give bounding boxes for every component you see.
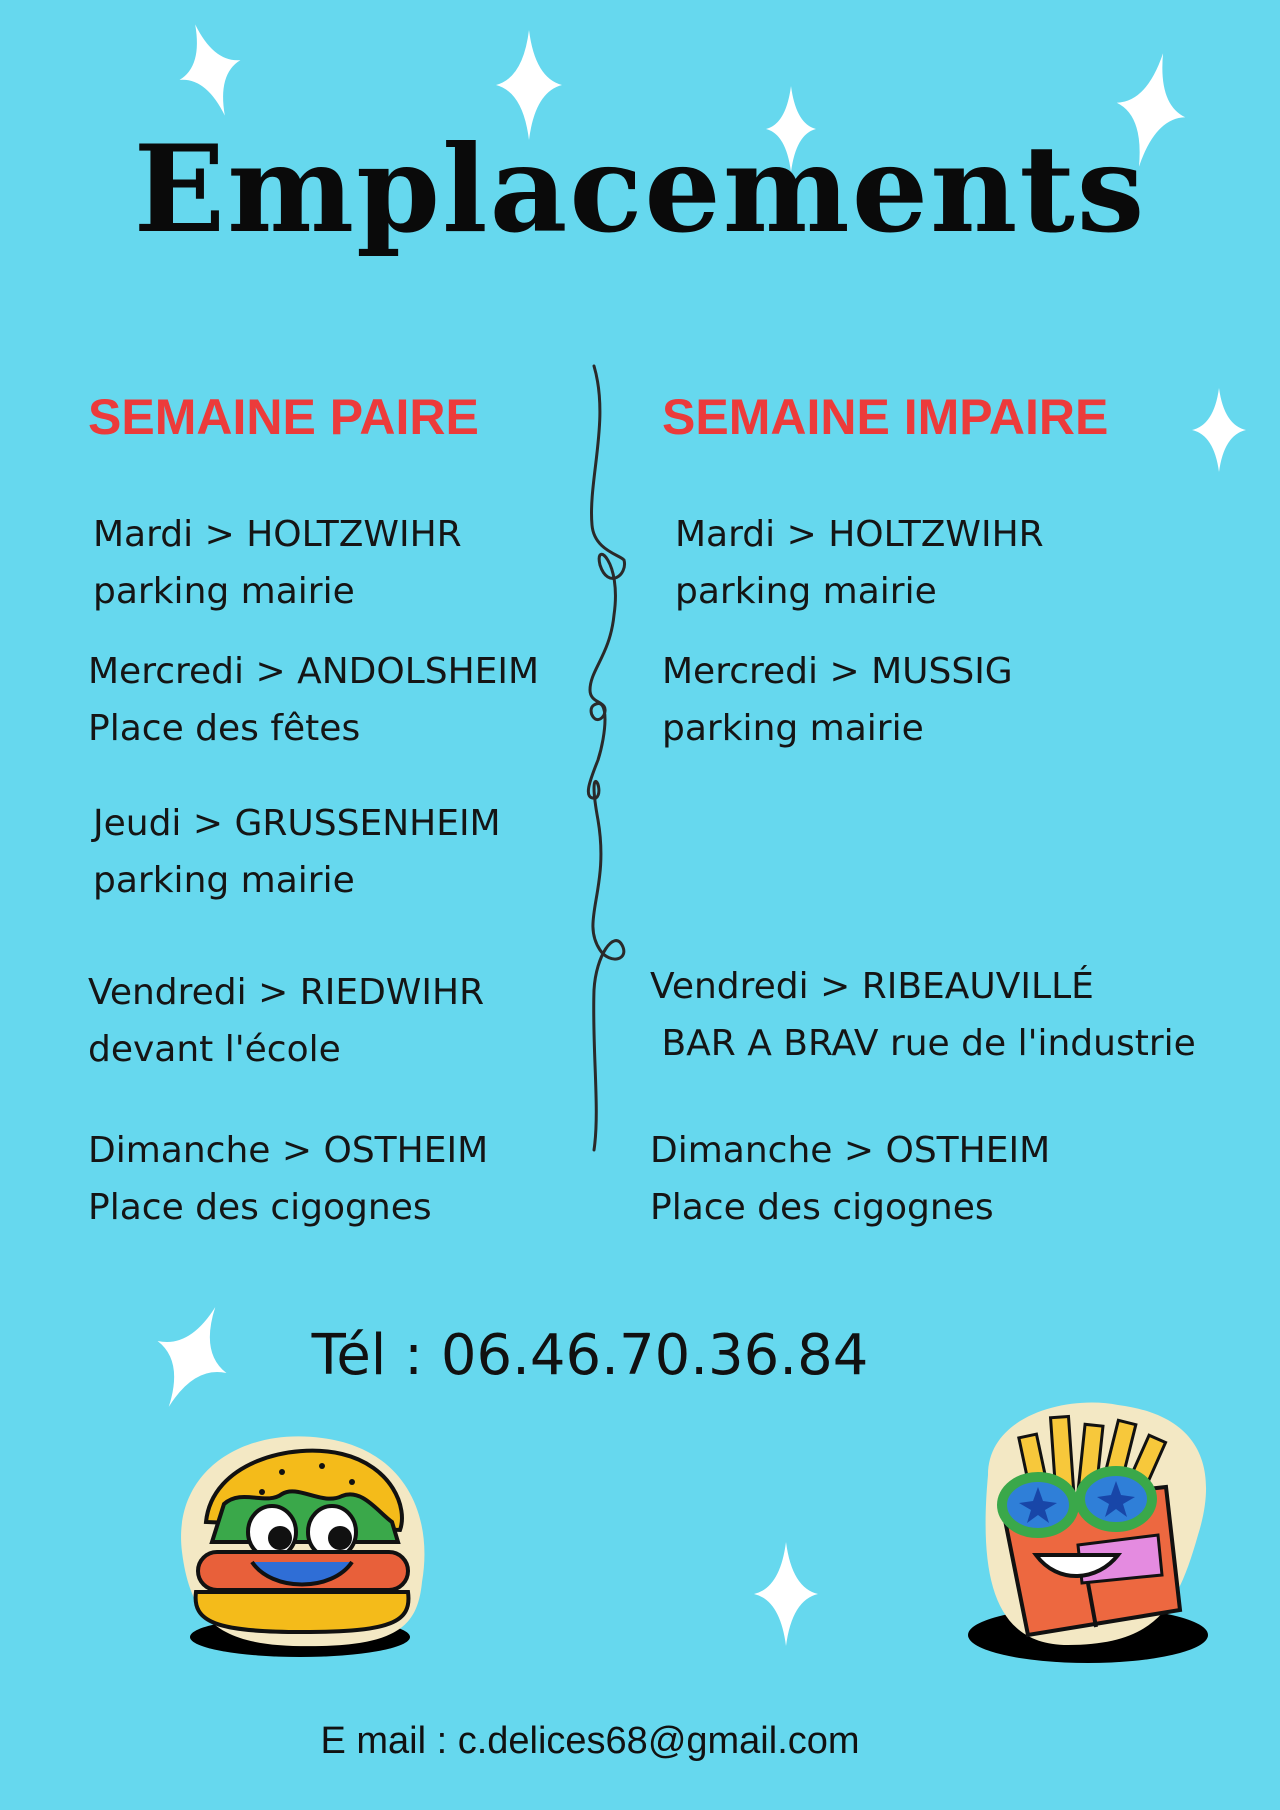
- entry-place: parking mairie: [675, 571, 937, 612]
- entry-day-town: Dimanche > OSTHEIM: [88, 1130, 489, 1171]
- entry-day-town: Mardi > HOLTZWIHR: [93, 514, 462, 555]
- entry-place: parking mairie: [662, 708, 924, 749]
- entry-place: parking mairie: [93, 860, 355, 901]
- entry-day-town: Mardi > HOLTZWIHR: [675, 514, 1044, 555]
- email-address: E mail : c.delices68@gmail.com: [320, 1720, 860, 1762]
- entry-day-town: Jeudi > GRUSSENHEIM: [93, 803, 501, 844]
- list-item: [88, 964, 484, 1078]
- entry-day-town: Vendredi > RIBEAUVILLÉ: [650, 966, 1094, 1007]
- fries-icon: [958, 1395, 1218, 1665]
- list-item: [662, 643, 1013, 757]
- sparkle-icon: [754, 1542, 818, 1646]
- entry-day-town: Mercredi > MUSSIG: [662, 651, 1013, 692]
- odd-week-heading: SEMAINE IMPAIRE: [662, 389, 1109, 445]
- sparkle-icon: [1192, 388, 1246, 472]
- phone-number: Tél : 06.46.70.36.84: [311, 1323, 869, 1388]
- entry-place: parking mairie: [93, 571, 355, 612]
- sparkle-icon: [178, 22, 242, 118]
- list-item: [93, 506, 462, 620]
- entry-day-town: Dimanche > OSTHEIM: [650, 1130, 1051, 1171]
- list-item: [650, 958, 1196, 1072]
- entry-place: Place des fêtes: [88, 708, 361, 749]
- entry-day-town: Mercredi > ANDOLSHEIM: [88, 651, 540, 692]
- list-item: [88, 643, 539, 757]
- even-week-heading: SEMAINE PAIRE: [88, 389, 479, 445]
- list-item: [88, 1122, 488, 1236]
- entry-place: Place des cigognes: [650, 1187, 994, 1228]
- burger-icon: [172, 1432, 432, 1662]
- list-item: [93, 795, 501, 909]
- entry-place: BAR A BRAV rue de l'industrie: [650, 1023, 1196, 1064]
- entry-place: Place des cigognes: [88, 1187, 432, 1228]
- divider-line: [570, 360, 630, 1160]
- list-item: [650, 1122, 1050, 1236]
- page-title: Emplacements: [133, 119, 1147, 260]
- entry-day-town: Vendredi > RIEDWIHR: [88, 972, 485, 1013]
- entry-place: devant l'école: [88, 1029, 341, 1070]
- list-item: [675, 506, 1044, 620]
